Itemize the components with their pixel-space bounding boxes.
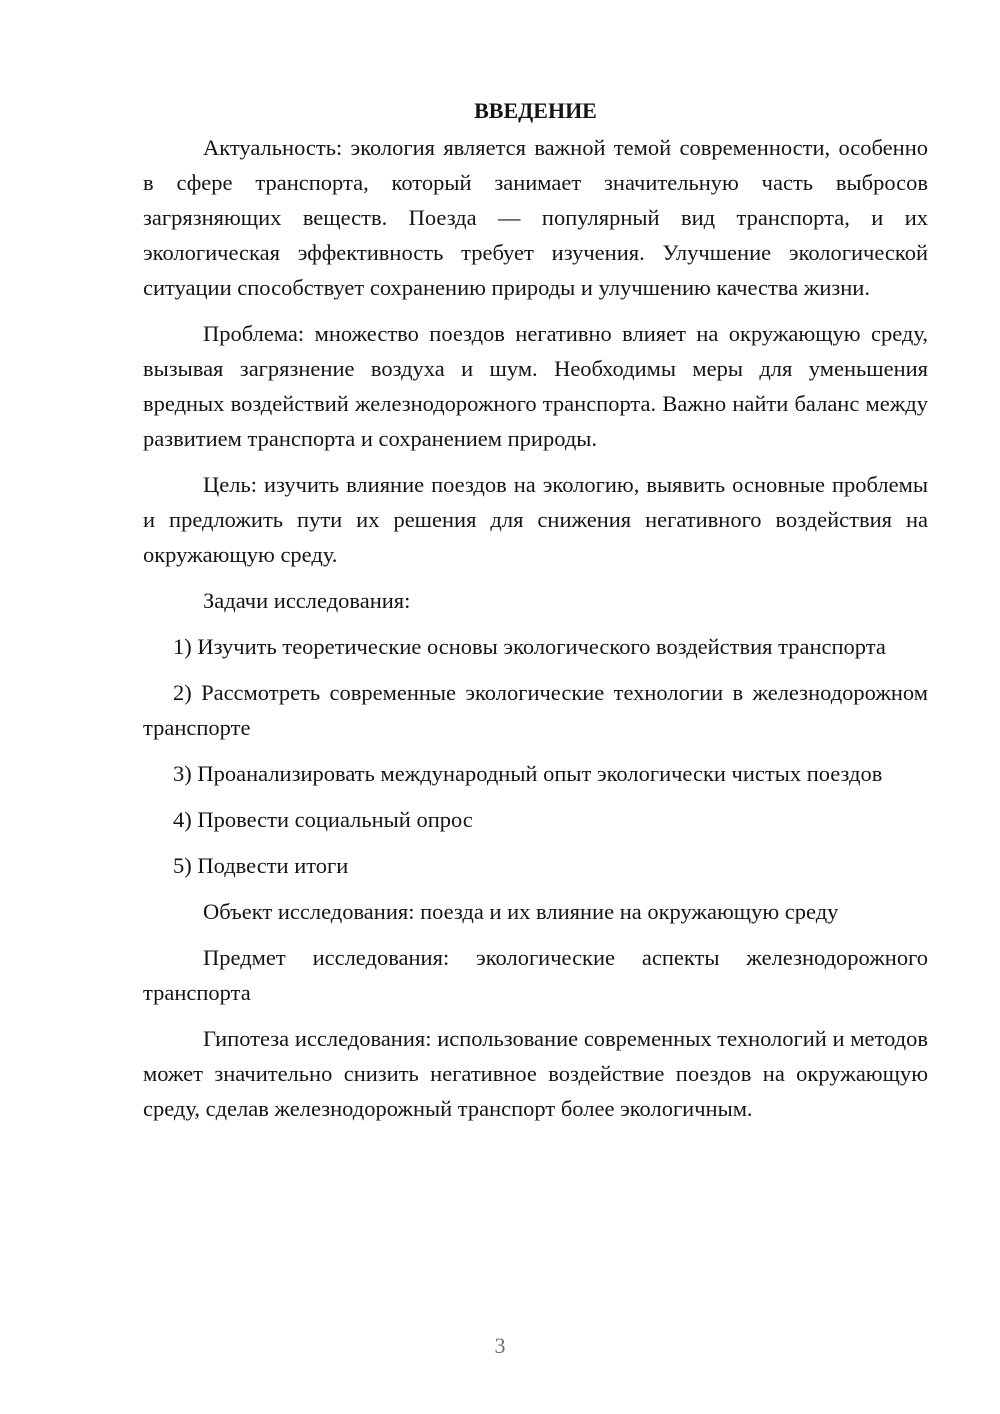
task-item-1: 1) Изучить теоретические основы экологического воздействия транспорта [173,634,886,659]
task-item-5: 5) Подвести итоги [173,853,349,878]
paragraph-tasks-heading: Задачи исследования: [203,588,411,613]
paragraph-relevance: Актуальность: экология является важной темой современности, особенно в сфере транспорта, который занимает значительную часть выбросов загрязняющих веществ. Поезда — популярный вид транспорта, и их экологическая эффективность требует изучения. Улучшение экологической ситуации способствует сохранению природы и улучшению качества жизни. [143,135,928,300]
paragraph-problem: Проблема: множество поездов негативно влияет на окружающую среду, вызывая загрязнение воздуха и шум. Необходимы меры для уменьшения вредных воздействий железнодорожного транспорта. Важно найти баланс между развитием транспорта и сохранением природы. [143,321,928,451]
paragraph-subject: Предмет исследования: экологические аспекты железнодорожного транспорта [143,945,928,1005]
paragraph-goal: Цель: изучить влияние поездов на экологию, выявить основные проблемы и предложить пути их решения для снижения негативного воздействия на окружающую среду. [143,472,928,567]
task-item-4: 4) Провести социальный опрос [173,807,473,832]
task-item-2: 2) Рассмотреть современные экологические технологии в железнодорожном транспорте [143,680,928,740]
task-item-3: 3) Проанализировать международный опыт экологически чистых поездов [173,761,883,786]
paragraph-object: Объект исследования: поезда и их влияние на окружающую среду [203,899,839,924]
section-title: ВВЕДЕНИЕ [474,98,597,123]
paragraph-hypothesis: Гипотеза исследования: использование современных технологий и методов может значительно снизить негативное воздействие поездов на окружающую среду, сделав железнодорожный транспорт более экологичным. [143,1026,928,1121]
document-page [143,94,928,1126]
page-number: 3 [494,1333,506,1358]
